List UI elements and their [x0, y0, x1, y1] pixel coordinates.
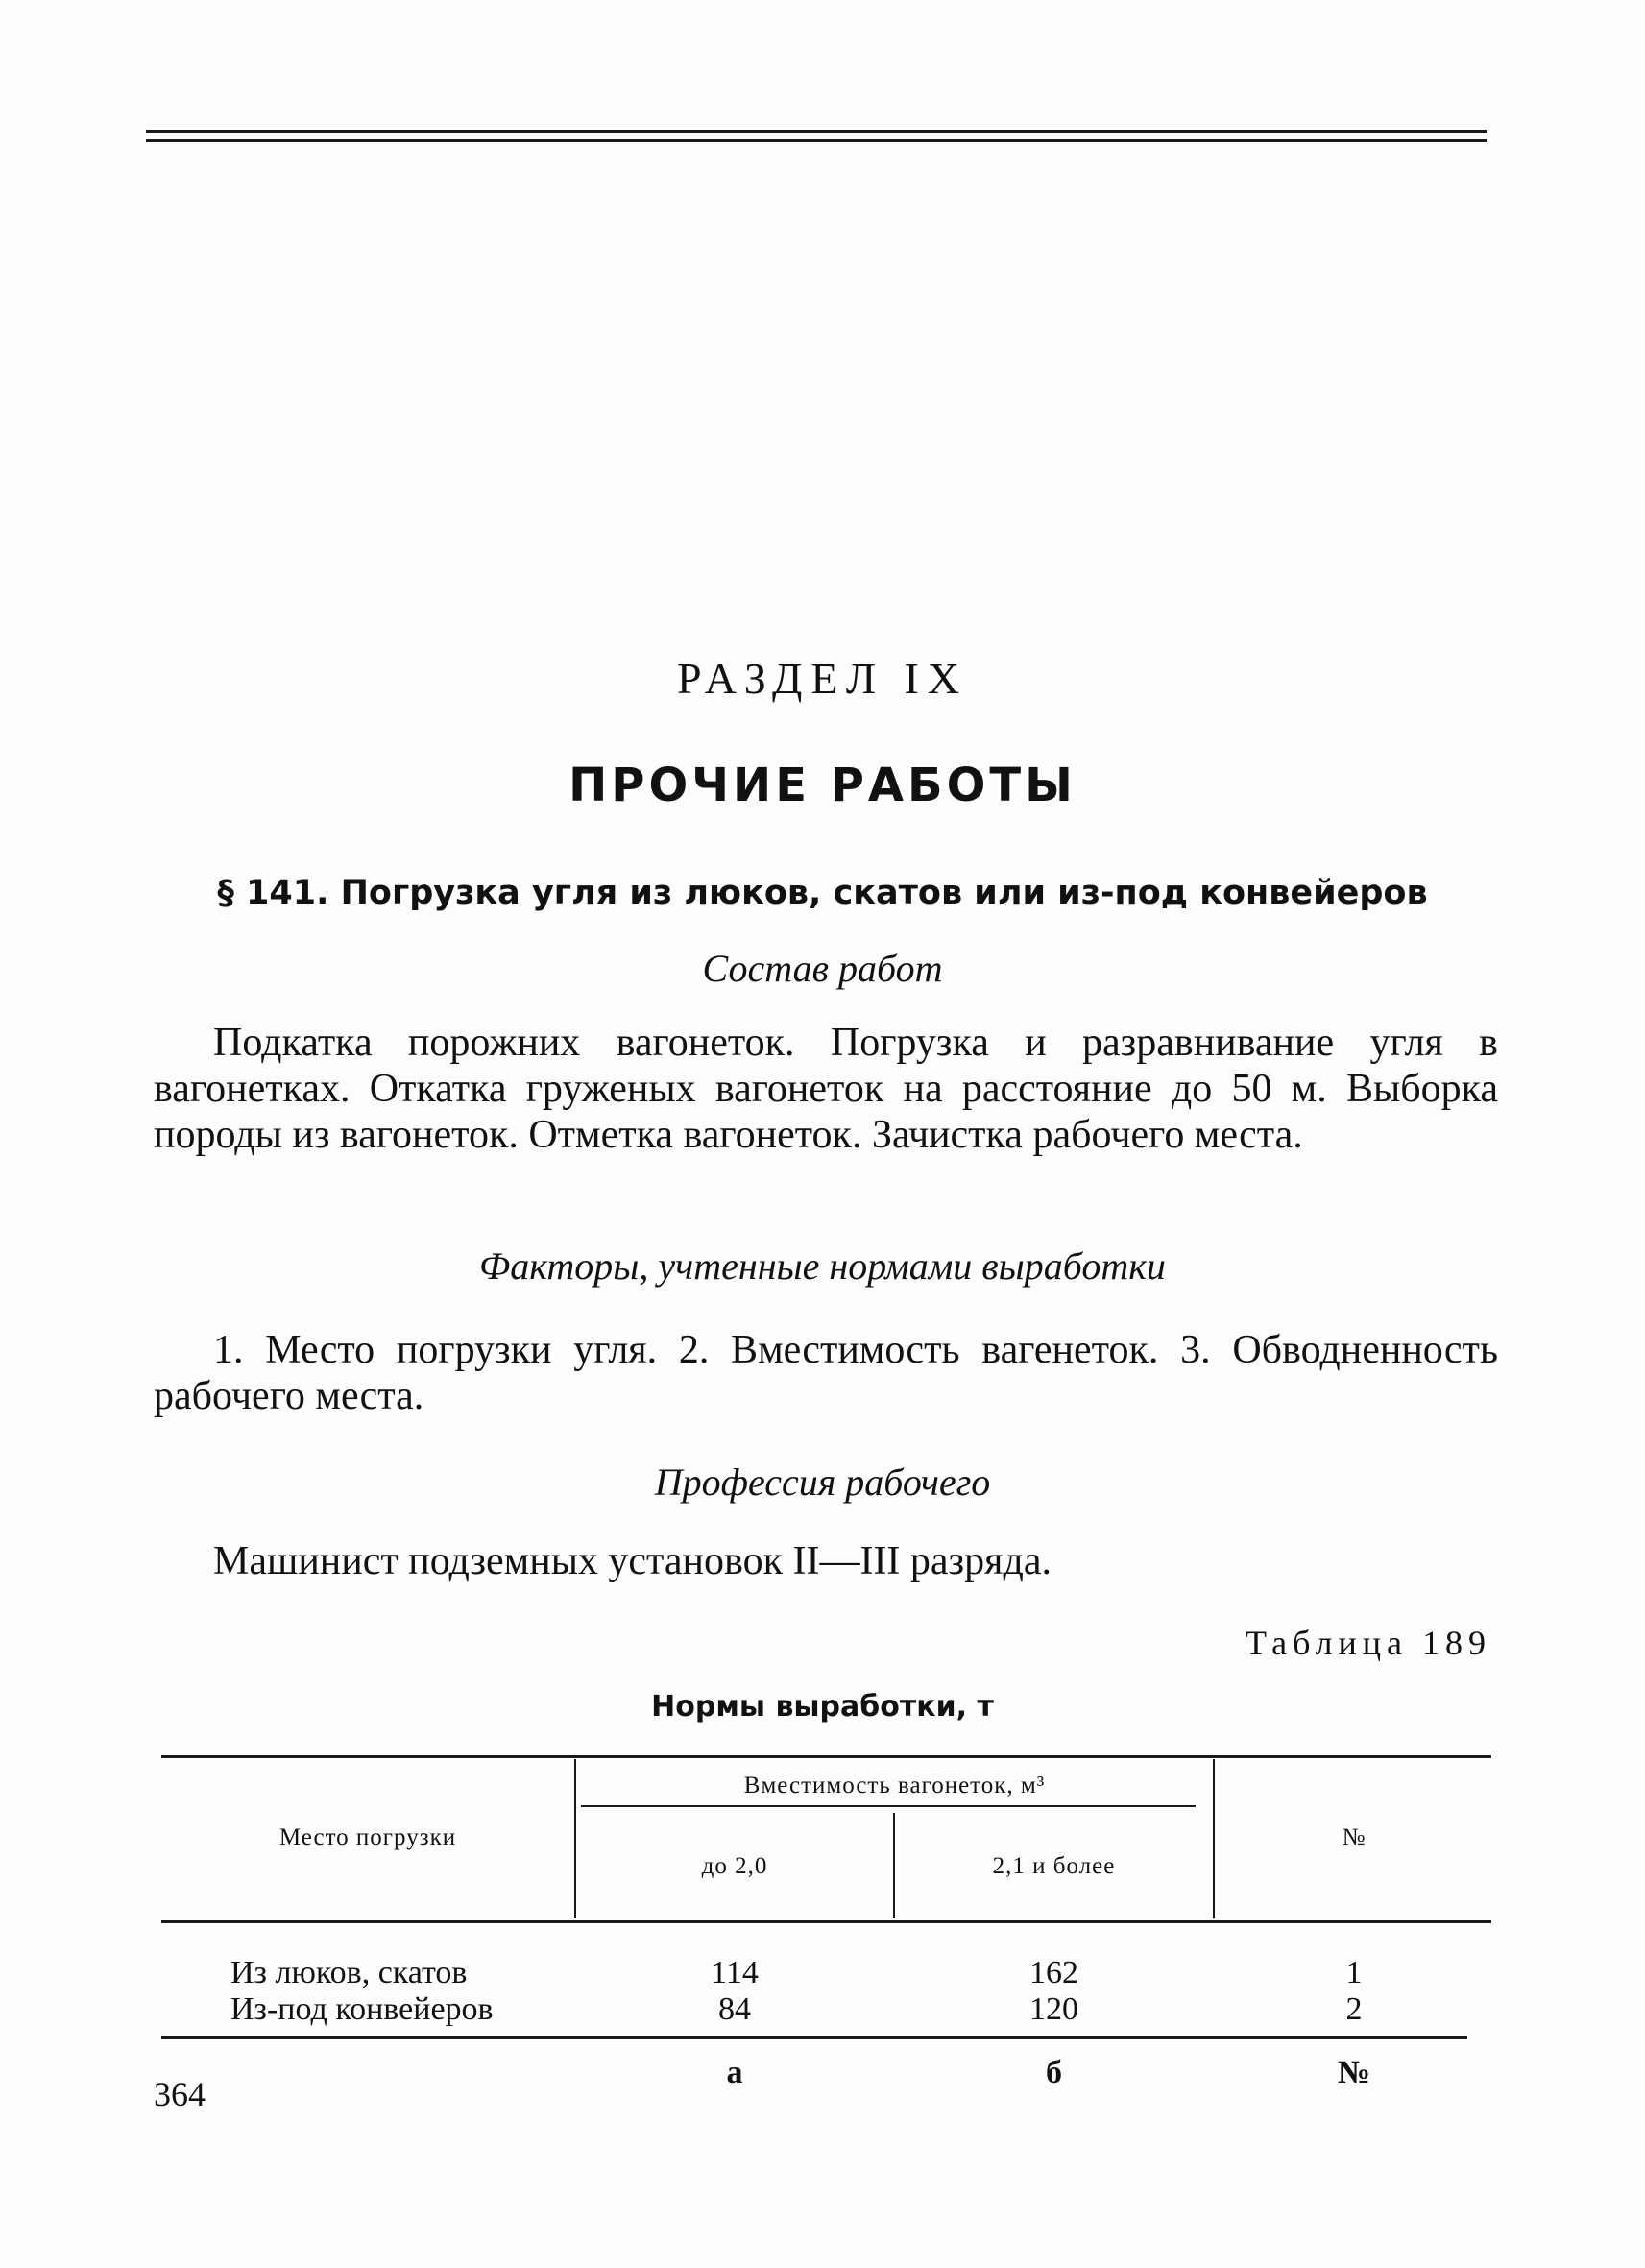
work-composition-heading: Состав работ	[702, 947, 943, 990]
header-place: Место погрузки	[278, 1824, 457, 1850]
profession-heading: Профессия рабочего	[654, 1460, 991, 1504]
row2-a: 84	[718, 1991, 751, 2027]
footer-b: б	[1046, 2055, 1062, 2090]
header-num: №	[1342, 1824, 1367, 1850]
section-heading: РАЗДЕЛ IX	[676, 654, 969, 703]
table-top-rule	[161, 1755, 1491, 1758]
table-bottom-rule	[161, 2036, 1467, 2039]
capacity-underline	[581, 1805, 1196, 1807]
part-title: ПРОЧИЕ РАБОТЫ	[568, 759, 1077, 812]
table-header-rule	[161, 1920, 1491, 1923]
header-col-a: до 2,0	[701, 1853, 768, 1879]
factors-heading: Факторы, учтенные нормами выработки	[479, 1244, 1166, 1288]
top-rule	[146, 130, 1487, 133]
factors-text: 1. Место погрузки угля. 2. Вместимость вагенеток. 3. Обводненность рабочего места.	[154, 1328, 1498, 1418]
row1-num: 1	[1345, 1955, 1363, 1991]
profession-text: Машинист подземных установок II—III разряда.	[213, 1539, 1052, 1583]
row1-b: 162	[1029, 1955, 1078, 1991]
work-composition-text: Подкатка порожних вагонеток. Погрузка и разравнивание угля в вагонетках. Откатка груженых вагонеток на расстояние до 50 м. Выборка породы из вагонеток. Отметка вагонеток. Зачистка рабочего места.	[154, 1021, 1498, 1157]
row1-place: Из люков, скатов	[230, 1955, 468, 1991]
footer-num: №	[1337, 2055, 1371, 2090]
header-col-b: 2,1 и более	[992, 1853, 1116, 1879]
page-number: 364	[154, 2075, 206, 2113]
table-title: Нормы выработки, т	[651, 1690, 994, 1724]
row2-place: Из-под конвейеров	[230, 1991, 494, 2027]
header-capacity: Вместимость вагонеток, м³	[743, 1773, 1046, 1798]
row2-b: 120	[1029, 1991, 1078, 2027]
footer-a: а	[726, 2055, 743, 2090]
table-label: Таблица 189	[1246, 1624, 1491, 1662]
row2-num: 2	[1345, 1991, 1363, 2027]
paragraph-title: § 141. Погрузка угля из люков, скатов или из-под конвейеров	[217, 874, 1428, 912]
row1-a: 114	[711, 1955, 759, 1991]
top-rule-2	[146, 139, 1487, 142]
